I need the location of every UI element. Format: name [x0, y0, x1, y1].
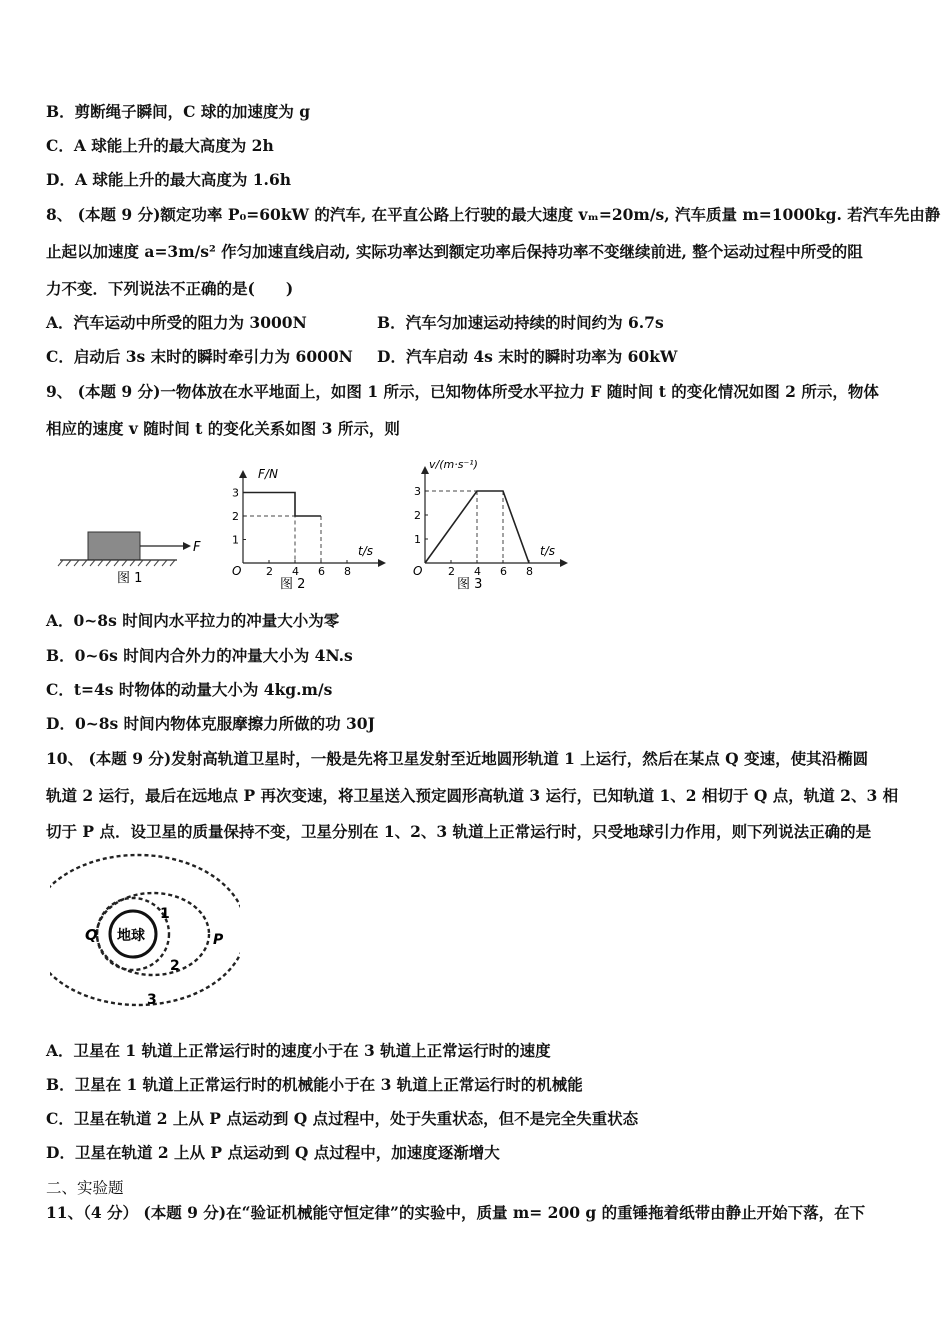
q9-stem-line-1: 9、 (本题 9 分)一物体放在水平地面上，如图 1 所示，已知物体所受水平拉力 F 随时间 t 的变化情况如图 2 所示，物体: [46, 382, 879, 401]
x-axis-label: t/s: [358, 544, 373, 558]
force-series: [243, 493, 321, 517]
q9-figure-1: [55, 520, 215, 590]
x-tick-label: 2: [266, 565, 273, 578]
q10-option-d: D．卫星在轨道 2 上从 P 点运动到 Q 点过程中，加速度逐渐增大: [46, 1143, 500, 1162]
y-tick-label: 1: [414, 533, 421, 546]
fig3-caption: 图 3: [457, 577, 483, 592]
y-tick-label: 3: [232, 486, 239, 500]
x-tick-label: 6: [318, 565, 325, 578]
x-tick-label: 4: [474, 565, 481, 578]
orbit-2-label: 2: [170, 958, 180, 974]
y-tick-label: 2: [232, 510, 239, 523]
tick-labels: [414, 485, 533, 578]
q8-stem-line-2: 止起以加速度 a=3m/s² 作匀加速直线启动, 实际功率达到额定功率后保持功率不变继续前进, 整个运动过程中所受的阻: [46, 242, 863, 261]
q10-option-a: A．卫星在 1 轨道上正常运行时的速度小于在 3 轨道上正常运行时的速度: [46, 1041, 551, 1060]
ground-hatching: [58, 560, 175, 566]
q9-stem-line-2: 相应的速度 v 随时间 t 的变化关系如图 3 所示，则: [46, 419, 400, 438]
x-axis-label: t/s: [540, 544, 555, 558]
q9-option-c: C．t=4s 时物体的动量大小为 4kg.m/s: [46, 680, 333, 699]
y-tick-label: 3: [414, 485, 421, 498]
force-label: F: [193, 540, 201, 555]
origin-label: O: [232, 564, 242, 578]
q10-option-c: C．卫星在轨道 2 上从 P 点运动到 Q 点过程中，处于失重状态，但不是完全失重状态: [46, 1109, 639, 1128]
y-axis-arrow: [421, 466, 429, 474]
q8-option-b: B．汽车匀加速运动持续的时间约为 6.7s: [377, 313, 664, 332]
q9-figure-3: [405, 452, 570, 593]
earth-label: 地球: [117, 928, 145, 944]
fig1-caption: 图 1: [117, 571, 143, 586]
x-axis-arrow: [378, 559, 386, 567]
guide-lines: [425, 491, 503, 563]
q8-option-c: C．启动后 3s 末时的瞬时牵引力为 6000N: [46, 347, 353, 366]
x-axis-arrow: [560, 559, 568, 567]
q8-option-d: D．汽车启动 4s 末时的瞬时功率为 60kW: [377, 347, 678, 366]
x-tick-label: 6: [500, 565, 507, 578]
tick-labels: [232, 487, 351, 579]
y-axis-label: v/(m·s⁻¹): [429, 458, 478, 471]
y-axis-label: F/N: [258, 467, 278, 481]
q10-option-b: B．卫星在 1 轨道上正常运行时的机械能小于在 3 轨道上正常运行时的机械能: [46, 1075, 583, 1094]
section-title: 二、实验题: [46, 1179, 124, 1197]
fig2-caption: 图 2: [280, 577, 306, 592]
guide-lines: [243, 493, 321, 564]
q9-option-a: A．0~8s 时间内水平拉力的冲量大小为零: [46, 611, 340, 630]
x-tick-label: 4: [292, 565, 299, 578]
orbit-1-label: 1: [160, 906, 170, 922]
q9-option-d: D．0~8s 时间内物体克服摩擦力所做的功 30J: [46, 714, 375, 733]
q7-option-d: D．A 球能上升的最大高度为 1.6h: [46, 170, 291, 189]
q10-orbit-figure: [50, 850, 240, 1015]
data-line: [243, 493, 321, 517]
block: [88, 532, 140, 560]
orbit-3: [50, 855, 240, 1005]
orbit-3-label: 3: [147, 992, 157, 1008]
q7-option-b: B．剪断绳子瞬间，C 球的加速度为 g: [46, 102, 311, 121]
y-axis-arrow: [239, 470, 247, 478]
q8-stem-line-1: 8、 (本题 9 分)额定功率 P₀=60kW 的汽车, 在平直公路上行驶的最大速度 vₘ=20m/s, 汽车质量 m=1000kg. 若汽车先由静: [46, 205, 941, 224]
q11-stem: 11、（4 分） (本题 9 分)在“验证机械能守恒定律”的实验中，质量 m= 200 g 的重锤拖着纸带由静止开始下落，在下: [46, 1203, 866, 1222]
q9-option-b: B．0~6s 时间内合外力的冲量大小为 4N.s: [46, 646, 353, 665]
q9-figure-2: [228, 458, 388, 593]
q7-option-c: C．A 球能上升的最大高度为 2h: [46, 136, 274, 155]
force-arrow-head: [183, 542, 191, 550]
q10-stem-line-2: 轨道 2 运行，最后在远地点 P 再次变速，将卫星送入预定圆形高轨道 3 运行，已知轨道 1、2 相切于 Q 点，轨道 2、3 相: [46, 786, 899, 805]
q10-stem-line-1: 10、 (本题 9 分)发射高轨道卫星时，一般是先将卫星发射至近地圆形轨道 1 上运行，然后在某点 Q 变速，使其沿椭圆: [46, 749, 869, 768]
x-tick-label: 2: [448, 565, 455, 578]
y-tick-label: 2: [414, 509, 421, 522]
origin-label: O: [413, 564, 423, 578]
x-tick-label: 8: [344, 565, 351, 578]
q8-option-a: A．汽车运动中所受的阻力为 3000N: [46, 313, 307, 332]
q8-stem-line-3: 力不变．下列说法不正确的是( ): [46, 279, 294, 298]
q10-stem-line-3: 切于 P 点．设卫星的质量保持不变，卫星分别在 1、2、3 轨道上正常运行时，只受地球引力作用，则下列说法正确的是: [46, 822, 872, 841]
y-tick-label: 1: [232, 533, 239, 547]
x-tick-label: 8: [526, 565, 533, 578]
point-q-label: Q: [85, 926, 98, 944]
point-p-label: P: [213, 932, 224, 948]
